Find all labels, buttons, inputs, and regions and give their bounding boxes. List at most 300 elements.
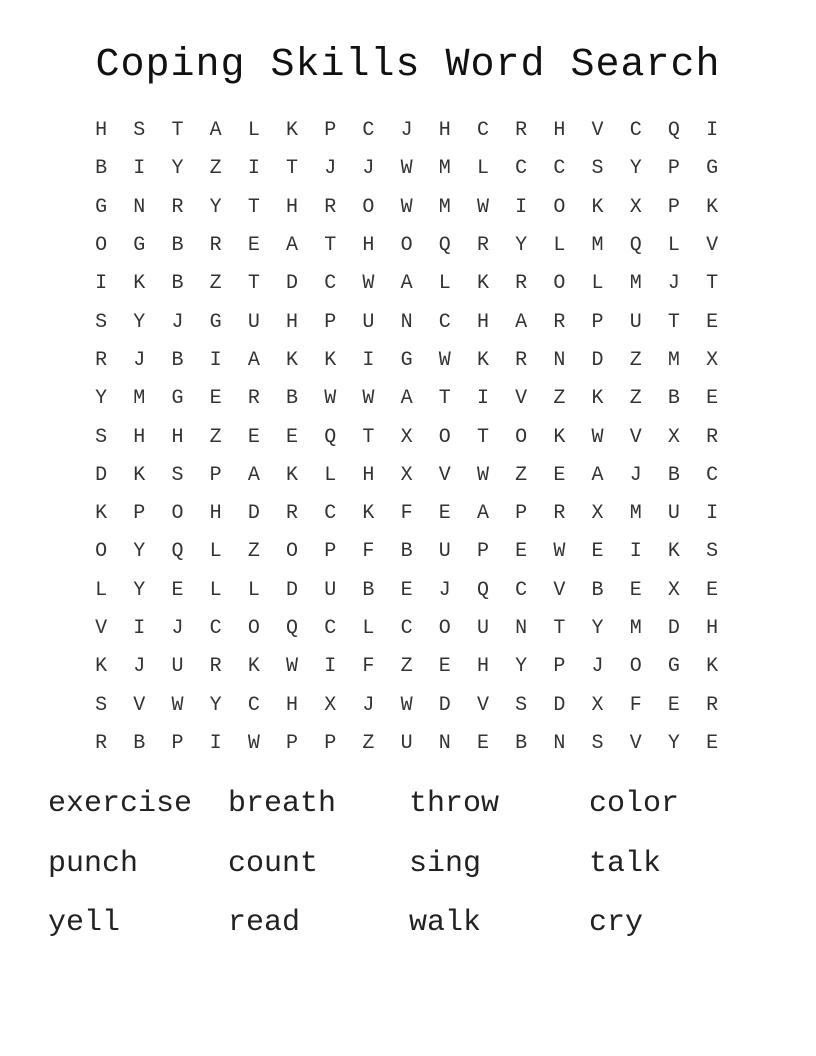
grid-letter[interactable]: U	[400, 731, 413, 755]
grid-letter[interactable]: R	[515, 119, 528, 143]
grid-letter[interactable]: C	[247, 693, 260, 717]
grid-letter[interactable]: P	[324, 310, 337, 334]
grid-letter[interactable]: V	[553, 578, 566, 602]
grid-letter[interactable]: M	[133, 387, 146, 411]
grid-letter[interactable]: M	[438, 195, 451, 219]
grid-letter[interactable]: W	[247, 731, 260, 755]
grid-letter[interactable]: Y	[629, 157, 642, 181]
grid-letter[interactable]: S	[591, 731, 604, 755]
grid-letter[interactable]: P	[209, 463, 222, 487]
grid-letter[interactable]: K	[706, 655, 719, 679]
grid-row	[82, 112, 731, 150]
grid-letter[interactable]: I	[706, 502, 719, 526]
grid-letter[interactable]: H	[438, 119, 451, 143]
grid-letter[interactable]: C	[515, 157, 528, 181]
grid-letter[interactable]: X	[591, 502, 604, 526]
grid-letter[interactable]: P	[553, 655, 566, 679]
grid-letter[interactable]: I	[515, 195, 528, 219]
grid-letter[interactable]: G	[95, 195, 108, 219]
grid-letter[interactable]: Y	[591, 617, 604, 640]
grid-letter[interactable]: Y	[209, 693, 222, 717]
grid-letter[interactable]: B	[286, 387, 299, 411]
grid-letter[interactable]: G	[133, 234, 146, 258]
grid-letter[interactable]: E	[438, 502, 451, 526]
grid-letter[interactable]: P	[171, 731, 184, 755]
grid-letter[interactable]: I	[324, 655, 337, 679]
grid-letter[interactable]: Z	[515, 463, 528, 487]
grid-letter[interactable]: Z	[553, 387, 566, 411]
grid-letter[interactable]: R	[209, 655, 222, 679]
grid-letter[interactable]: Z	[400, 655, 413, 679]
grid-letter[interactable]: G	[171, 387, 184, 411]
grid-letter[interactable]: U	[629, 310, 642, 334]
grid-letter[interactable]: V	[629, 731, 642, 755]
grid-letter[interactable]: J	[171, 310, 184, 334]
grid-letter[interactable]: K	[476, 272, 489, 296]
grid-letter[interactable]: M	[629, 272, 642, 296]
grid-letter[interactable]: T	[362, 425, 375, 449]
grid-letter[interactable]: O	[553, 195, 566, 219]
grid-letter[interactable]: P	[324, 731, 337, 755]
grid-letter[interactable]: S	[95, 693, 108, 717]
grid-letter[interactable]: V	[476, 693, 489, 717]
grid-letter[interactable]: A	[209, 119, 222, 143]
grid-letter[interactable]: R	[706, 425, 719, 449]
grid-letter[interactable]: B	[400, 540, 413, 564]
grid-letter[interactable]: H	[553, 119, 566, 143]
grid-letter[interactable]: H	[171, 425, 184, 449]
grid-letter[interactable]: D	[438, 693, 451, 717]
grid-letter[interactable]: H	[362, 234, 375, 258]
grid-letter[interactable]: T	[438, 387, 451, 411]
grid-letter[interactable]: V	[706, 234, 719, 258]
grid-letter[interactable]: E	[706, 310, 719, 334]
grid-letter[interactable]: D	[95, 463, 108, 487]
grid-letter[interactable]: H	[286, 693, 299, 717]
grid-letter[interactable]: K	[286, 463, 299, 487]
grid-letter[interactable]: Y	[95, 387, 108, 411]
grid-letter[interactable]: A	[400, 272, 413, 296]
grid-letter[interactable]: F	[629, 693, 642, 717]
grid-letter[interactable]: Q	[171, 540, 184, 564]
grid-letter[interactable]: U	[438, 540, 451, 564]
grid-letter[interactable]: O	[400, 234, 413, 258]
grid-letter[interactable]: H	[286, 310, 299, 334]
grid-letter[interactable]: B	[362, 578, 375, 602]
grid-letter[interactable]: Q	[438, 234, 451, 258]
grid-letter[interactable]: B	[133, 731, 146, 755]
grid-letter[interactable]: R	[553, 502, 566, 526]
grid-letter[interactable]: S	[591, 157, 604, 181]
grid-letter[interactable]: T	[247, 195, 260, 219]
grid-letter[interactable]: H	[476, 310, 489, 334]
grid-letter[interactable]: F	[362, 655, 375, 679]
grid-letter[interactable]: H	[133, 425, 146, 449]
grid-letter[interactable]: G	[400, 348, 413, 372]
grid-letter[interactable]: P	[667, 195, 680, 219]
grid-letter[interactable]: V	[629, 425, 642, 449]
grid-letter[interactable]: Y	[171, 157, 184, 181]
grid-letter[interactable]: N	[133, 195, 146, 219]
grid-letter[interactable]: B	[171, 234, 184, 258]
grid-letter[interactable]: I	[629, 540, 642, 564]
grid-letter[interactable]: L	[324, 463, 337, 487]
grid-letter[interactable]: P	[133, 502, 146, 526]
grid-letter[interactable]: X	[400, 463, 413, 487]
grid-letter[interactable]: H	[95, 119, 108, 143]
grid-letter[interactable]: D	[591, 348, 604, 372]
grid-letter[interactable]: H	[706, 617, 719, 640]
grid-letter[interactable]: L	[553, 234, 566, 258]
grid-letter[interactable]: W	[476, 195, 489, 219]
grid-letter[interactable]: J	[133, 655, 146, 679]
grid-letter[interactable]: J	[324, 157, 337, 181]
grid-letter[interactable]: P	[667, 157, 680, 181]
grid-letter[interactable]: B	[95, 157, 108, 181]
grid-letter[interactable]: R	[515, 272, 528, 296]
grid-letter[interactable]: P	[286, 731, 299, 755]
grid-letter[interactable]: V	[591, 119, 604, 143]
grid-letter[interactable]: X	[629, 195, 642, 219]
grid-letter[interactable]: I	[209, 348, 222, 372]
grid-letter[interactable]: S	[95, 310, 108, 334]
grid-letter[interactable]: R	[95, 731, 108, 755]
grid-letter[interactable]: H	[362, 463, 375, 487]
grid-letter[interactable]: A	[400, 387, 413, 411]
grid-letter[interactable]: B	[591, 578, 604, 602]
grid-letter[interactable]: N	[515, 617, 528, 640]
grid-letter[interactable]: M	[591, 234, 604, 258]
grid-letter[interactable]: F	[362, 540, 375, 564]
grid-letter[interactable]: L	[438, 272, 451, 296]
grid-letter[interactable]: U	[362, 310, 375, 334]
grid-row	[82, 495, 731, 533]
grid-letter[interactable]: K	[362, 502, 375, 526]
grid-letter[interactable]: N	[553, 348, 566, 372]
grid-letter[interactable]: E	[171, 578, 184, 602]
grid-letter[interactable]: C	[706, 463, 719, 487]
grid-letter[interactable]: A	[476, 502, 489, 526]
grid-letter[interactable]: K	[133, 463, 146, 487]
grid-letter[interactable]: K	[286, 119, 299, 143]
grid-letter[interactable]: F	[400, 502, 413, 526]
grid-letter[interactable]: V	[95, 617, 108, 640]
grid-letter[interactable]: E	[400, 578, 413, 602]
grid-letter[interactable]: E	[591, 540, 604, 564]
grid-letter[interactable]: Z	[209, 272, 222, 296]
grid-letter[interactable]: P	[476, 540, 489, 564]
grid-letter[interactable]: L	[95, 578, 108, 602]
grid-letter[interactable]: C	[515, 578, 528, 602]
grid-letter[interactable]: E	[247, 425, 260, 449]
grid-letter[interactable]: E	[247, 234, 260, 258]
grid-letter[interactable]: D	[553, 693, 566, 717]
grid-letter[interactable]: V	[515, 387, 528, 411]
grid-letter[interactable]: S	[515, 693, 528, 717]
grid-letter[interactable]: O	[515, 425, 528, 449]
grid-letter[interactable]: U	[171, 655, 184, 679]
grid-letter[interactable]: T	[171, 119, 184, 143]
grid-letter[interactable]: S	[133, 119, 146, 143]
grid-letter[interactable]: W	[591, 425, 604, 449]
word-list-item: cry	[589, 906, 644, 940]
grid-letter[interactable]: N	[438, 731, 451, 755]
grid-letter[interactable]: C	[476, 119, 489, 143]
grid-letter[interactable]: C	[362, 119, 375, 143]
grid-letter[interactable]: C	[553, 157, 566, 181]
grid-letter[interactable]: H	[209, 502, 222, 526]
grid-letter[interactable]: X	[706, 348, 719, 372]
grid-letter[interactable]: L	[362, 617, 375, 640]
grid-letter[interactable]: A	[286, 234, 299, 258]
grid-letter[interactable]: T	[553, 617, 566, 640]
grid-letter[interactable]: M	[438, 157, 451, 181]
grid-letter[interactable]: C	[209, 617, 222, 640]
grid-letter[interactable]: E	[706, 731, 719, 755]
grid-letter[interactable]: D	[247, 502, 260, 526]
grid-letter[interactable]: R	[706, 693, 719, 717]
grid-letter[interactable]: Y	[133, 540, 146, 564]
grid-letter[interactable]: O	[286, 540, 299, 564]
page-title: Coping Skills Word Search	[95, 43, 721, 88]
grid-letter[interactable]: W	[400, 693, 413, 717]
grid-letter[interactable]: T	[286, 157, 299, 181]
grid-letter[interactable]: L	[591, 272, 604, 296]
grid-letter[interactable]: J	[400, 119, 413, 143]
grid-letter[interactable]: I	[247, 157, 260, 181]
grid-letter[interactable]: X	[324, 693, 337, 717]
grid-letter[interactable]: A	[591, 463, 604, 487]
grid-letter[interactable]: M	[629, 502, 642, 526]
grid-letter[interactable]: Q	[629, 234, 642, 258]
grid-letter[interactable]: W	[400, 157, 413, 181]
grid-letter[interactable]: Y	[515, 234, 528, 258]
grid-letter[interactable]: J	[133, 348, 146, 372]
grid-letter[interactable]: L	[209, 540, 222, 564]
grid-letter[interactable]: J	[362, 157, 375, 181]
grid-letter[interactable]: E	[553, 463, 566, 487]
grid-letter[interactable]: Z	[209, 425, 222, 449]
grid-letter[interactable]: I	[95, 272, 108, 296]
word-list-item: sing	[409, 846, 482, 881]
grid-letter[interactable]: K	[247, 655, 260, 679]
grid-letter[interactable]: V	[133, 693, 146, 717]
grid-letter[interactable]: C	[324, 272, 337, 296]
grid-letter[interactable]: G	[706, 157, 719, 181]
grid-letter[interactable]: I	[209, 731, 222, 755]
grid-letter[interactable]: W	[476, 463, 489, 487]
grid-letter[interactable]: B	[515, 731, 528, 755]
grid-letter[interactable]: R	[286, 502, 299, 526]
grid-letter[interactable]: J	[438, 578, 451, 602]
grid-letter[interactable]: E	[476, 731, 489, 755]
word-list-item: exercise	[48, 787, 193, 821]
grid-letter[interactable]: N	[400, 310, 413, 334]
grid-letter[interactable]: R	[171, 195, 184, 219]
grid-letter[interactable]: Z	[247, 540, 260, 564]
grid-letter[interactable]: C	[324, 502, 337, 526]
grid-letter[interactable]: P	[591, 310, 604, 334]
grid-letter[interactable]: Y	[667, 731, 680, 755]
grid-letter[interactable]: P	[324, 119, 337, 143]
grid-letter[interactable]: E	[286, 425, 299, 449]
grid-letter[interactable]: K	[286, 348, 299, 372]
grid-letter[interactable]: P	[515, 502, 528, 526]
grid-letter[interactable]: W	[438, 348, 451, 372]
grid-letter[interactable]: D	[667, 617, 680, 640]
grid-letter[interactable]: K	[133, 272, 146, 296]
grid-letter[interactable]: K	[95, 502, 108, 526]
grid-letter[interactable]: R	[324, 195, 337, 219]
grid-letter[interactable]: B	[667, 463, 680, 487]
grid-letter[interactable]: A	[247, 348, 260, 372]
grid-letter[interactable]: H	[476, 655, 489, 679]
grid-letter[interactable]: K	[591, 387, 604, 411]
grid-letter[interactable]: E	[706, 387, 719, 411]
grid-letter[interactable]: S	[706, 540, 719, 564]
grid-letter[interactable]: X	[667, 578, 680, 602]
grid-letter[interactable]: K	[706, 195, 719, 219]
grid-letter[interactable]: R	[476, 234, 489, 258]
grid-letter[interactable]: U	[324, 578, 337, 602]
grid-letter[interactable]: T	[247, 272, 260, 296]
grid-letter[interactable]: E	[629, 578, 642, 602]
grid-letter[interactable]: Z	[362, 731, 375, 755]
grid-letter[interactable]: U	[476, 617, 489, 640]
grid-letter[interactable]: R	[247, 387, 260, 411]
grid-letter[interactable]: T	[706, 272, 719, 296]
grid-letter[interactable]: Q	[667, 119, 680, 143]
grid-letter[interactable]: Z	[209, 157, 222, 181]
grid-letter[interactable]: E	[209, 387, 222, 411]
grid-letter[interactable]: W	[400, 195, 413, 219]
grid-letter[interactable]: I	[476, 387, 489, 411]
grid-letter[interactable]: W	[362, 387, 375, 411]
grid-letter[interactable]: R	[553, 310, 566, 334]
grid-letter[interactable]: Q	[324, 425, 337, 449]
grid-letter[interactable]: H	[286, 195, 299, 219]
grid-letter[interactable]: X	[591, 693, 604, 717]
letter-grid	[82, 112, 731, 763]
grid-letter[interactable]: K	[591, 195, 604, 219]
grid-letter[interactable]: K	[553, 425, 566, 449]
grid-letter[interactable]: P	[324, 540, 337, 564]
grid-letter[interactable]: A	[247, 463, 260, 487]
grid-letter[interactable]: O	[95, 234, 108, 258]
grid-letter[interactable]: B	[171, 348, 184, 372]
grid-row	[82, 189, 731, 227]
grid-letter[interactable]: I	[133, 157, 146, 181]
grid-letter[interactable]: J	[171, 617, 184, 640]
grid-letter[interactable]: S	[95, 425, 108, 449]
grid-letter[interactable]: W	[553, 540, 566, 564]
grid-letter[interactable]: I	[133, 617, 146, 640]
word-list-item: walk	[409, 906, 482, 940]
grid-letter[interactable]: W	[171, 693, 184, 717]
grid-letter[interactable]: G	[209, 310, 222, 334]
grid-letter[interactable]: D	[286, 272, 299, 296]
grid-letter[interactable]: L	[476, 157, 489, 181]
grid-letter[interactable]: C	[629, 119, 642, 143]
grid-letter[interactable]: E	[667, 693, 680, 717]
grid-letter[interactable]: J	[591, 655, 604, 679]
grid-letter[interactable]: O	[95, 540, 108, 564]
grid-row	[82, 227, 731, 265]
grid-letter[interactable]: R	[95, 348, 108, 372]
grid-letter[interactable]: J	[667, 272, 680, 296]
grid-letter[interactable]: W	[324, 387, 337, 411]
grid-letter[interactable]: O	[362, 195, 375, 219]
grid-letter[interactable]: E	[438, 655, 451, 679]
grid-letter[interactable]: K	[476, 348, 489, 372]
grid-letter[interactable]: Y	[209, 195, 222, 219]
grid-letter[interactable]: W	[362, 272, 375, 296]
grid-letter[interactable]: U	[667, 502, 680, 526]
grid-letter[interactable]: K	[324, 348, 337, 372]
grid-letter[interactable]: O	[438, 425, 451, 449]
grid-letter[interactable]: L	[247, 578, 260, 602]
grid-letter[interactable]: L	[247, 119, 260, 143]
grid-letter[interactable]: O	[553, 272, 566, 296]
grid-letter[interactable]: T	[324, 234, 337, 258]
grid-letter[interactable]: U	[247, 310, 260, 334]
grid-letter[interactable]: X	[400, 425, 413, 449]
grid-letter[interactable]: N	[553, 731, 566, 755]
grid-letter[interactable]: Y	[133, 310, 146, 334]
grid-letter[interactable]: O	[629, 655, 642, 679]
grid-letter[interactable]: S	[171, 463, 184, 487]
grid-letter[interactable]: O	[247, 617, 260, 640]
grid-letter[interactable]: R	[515, 348, 528, 372]
grid-letter[interactable]: X	[667, 425, 680, 449]
grid-letter[interactable]: O	[171, 502, 184, 526]
grid-letter[interactable]: K	[667, 540, 680, 564]
grid-letter[interactable]: J	[629, 463, 642, 487]
grid-letter[interactable]: L	[667, 234, 680, 258]
grid-letter[interactable]: M	[667, 348, 680, 372]
grid-letter[interactable]: Y	[133, 578, 146, 602]
grid-letter[interactable]: L	[209, 578, 222, 602]
grid-row	[82, 533, 731, 571]
grid-letter[interactable]: C	[324, 617, 337, 640]
grid-letter[interactable]: A	[515, 310, 528, 334]
grid-letter[interactable]: J	[362, 693, 375, 717]
grid-letter[interactable]: B	[171, 272, 184, 296]
grid-letter[interactable]: I	[362, 348, 375, 372]
grid-letter[interactable]: V	[438, 463, 451, 487]
grid-letter[interactable]: E	[706, 578, 719, 602]
grid-letter[interactable]: Q	[476, 578, 489, 602]
grid-letter[interactable]: O	[438, 617, 451, 640]
grid-letter[interactable]: I	[706, 119, 719, 143]
grid-letter[interactable]: B	[667, 387, 680, 411]
grid-letter[interactable]: Z	[629, 387, 642, 411]
grid-letter[interactable]: T	[667, 310, 680, 334]
grid-letter[interactable]: E	[515, 540, 528, 564]
grid-letter[interactable]: M	[629, 617, 642, 640]
grid-letter[interactable]: K	[95, 655, 108, 679]
grid-letter[interactable]: C	[438, 310, 451, 334]
grid-letter[interactable]: G	[667, 655, 680, 679]
grid-letter[interactable]: Q	[286, 617, 299, 640]
grid-letter[interactable]: T	[476, 425, 489, 449]
grid-letter[interactable]: C	[400, 617, 413, 640]
grid-letter[interactable]: R	[209, 234, 222, 258]
grid-letter[interactable]: D	[286, 578, 299, 602]
grid-letter[interactable]: W	[286, 655, 299, 679]
grid-letter[interactable]: Y	[515, 655, 528, 679]
grid-letter[interactable]: Z	[629, 348, 642, 372]
